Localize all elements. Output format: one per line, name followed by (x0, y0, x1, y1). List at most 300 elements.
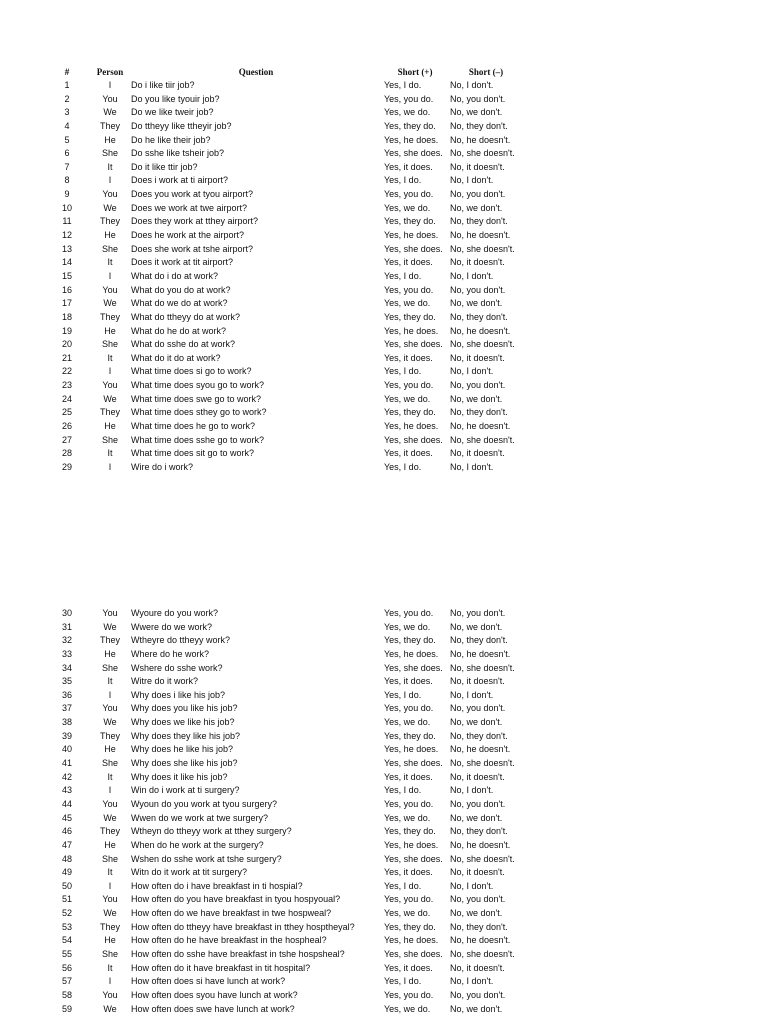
row-person: We (103, 393, 117, 404)
row-short-negative: No, you don't. (450, 380, 506, 391)
row-person: He (104, 230, 116, 241)
row-question: What do we do at work? (131, 298, 228, 309)
row-short-positive: Yes, we do. (384, 621, 431, 632)
table-row (0, 730, 768, 744)
row-short-negative: No, I don't. (450, 175, 494, 186)
row-short-negative: No, he doesn't. (450, 935, 511, 946)
row-short-negative: No, I don't. (450, 270, 494, 281)
row-short-positive: Yes, he does. (384, 134, 439, 145)
row-question: What time does he go to work? (131, 421, 256, 432)
row-short-negative: No, we don't. (450, 812, 503, 823)
row-number: 13 (61, 243, 72, 254)
row-short-negative: No, we don't. (450, 621, 503, 632)
row-number: 45 (61, 812, 72, 823)
table-row (0, 147, 768, 161)
row-question: What time does sthey go to work? (131, 407, 267, 418)
row-person: You (102, 989, 118, 1000)
row-question: Do we like tweir job? (131, 107, 214, 118)
table-row (0, 1003, 768, 1017)
row-question: Wire do i work? (131, 461, 194, 472)
row-number: 27 (61, 434, 72, 445)
row-person: I (108, 175, 112, 186)
row-short-positive: Yes, he does. (384, 421, 439, 432)
row-number: 48 (61, 853, 72, 864)
row-person: He (104, 421, 116, 432)
row-person: It (107, 771, 113, 782)
row-question: How often do he have breakfast in the hospheal? (131, 935, 327, 946)
row-question: What do i do at work? (131, 270, 219, 281)
header-question: Question (238, 67, 274, 77)
row-number: 24 (61, 393, 72, 404)
row-short-positive: Yes, she does. (384, 949, 443, 960)
row-person: It (107, 161, 113, 172)
row-short-positive: Yes, I do. (384, 270, 422, 281)
row-question: Does it work at tit airport? (131, 257, 234, 268)
row-question: Witre do it work? (131, 676, 199, 687)
row-question: How often do i have breakfast in ti hospial? (131, 880, 303, 891)
row-short-positive: Yes, they do. (384, 311, 436, 322)
row-number: 8 (64, 175, 70, 186)
row-person: I (108, 689, 112, 700)
row-number: 55 (61, 949, 72, 960)
row-person: You (102, 189, 118, 200)
table-row (0, 447, 768, 461)
row-short-positive: Yes, he does. (384, 744, 439, 755)
row-person: He (104, 839, 116, 850)
row-short-positive: Yes, we do. (384, 298, 431, 309)
row-question: Why does it like his job? (131, 771, 228, 782)
row-number: 32 (61, 635, 72, 646)
row-person: He (104, 325, 116, 336)
row-person: We (103, 812, 117, 823)
row-short-negative: No, we don't. (450, 107, 503, 118)
row-short-positive: Yes, I do. (384, 366, 422, 377)
row-question: Why does he like his job? (131, 744, 234, 755)
row-person: They (99, 120, 120, 131)
row-person: I (108, 880, 112, 891)
header-short-negative: Short (–) (468, 67, 504, 77)
row-question: What do you do at work? (131, 284, 231, 295)
question-table-1 (0, 79, 768, 475)
row-short-positive: Yes, you do. (384, 284, 434, 295)
table-row (0, 716, 768, 730)
row-question: How often does si have lunch at work? (131, 976, 286, 987)
table-row (0, 989, 768, 1003)
row-person: They (99, 826, 120, 837)
row-short-positive: Yes, she does. (384, 148, 443, 159)
table-row (0, 962, 768, 976)
row-short-negative: No, you don't. (450, 93, 506, 104)
table-row (0, 607, 768, 621)
row-short-negative: No, we don't. (450, 908, 503, 919)
row-question: Do you like tyouir job? (131, 93, 220, 104)
row-person: She (101, 949, 118, 960)
row-question: Why does i like his job? (131, 689, 226, 700)
table-row (0, 948, 768, 962)
row-question: Wtheyn do ttheyy work at tthey surgery? (131, 826, 292, 837)
row-person: They (99, 730, 120, 741)
row-number: 16 (61, 284, 72, 295)
row-short-negative: No, it doesn't. (450, 771, 505, 782)
row-question: Where do he work? (131, 648, 210, 659)
row-short-negative: No, she doesn't. (450, 434, 515, 445)
row-short-negative: No, I don't. (450, 689, 494, 700)
table-row (0, 215, 768, 229)
table-row (0, 461, 768, 475)
row-number: 56 (61, 962, 72, 973)
row-short-negative: No, they don't. (450, 826, 508, 837)
row-person: It (107, 962, 113, 973)
row-short-negative: No, we don't. (450, 717, 503, 728)
row-short-positive: Yes, they do. (384, 635, 436, 646)
row-question: Does they work at tthey airport? (131, 216, 259, 227)
row-short-negative: No, you don't. (450, 189, 506, 200)
row-short-positive: Yes, we do. (384, 908, 431, 919)
row-short-positive: Yes, he does. (384, 839, 439, 850)
table-row (0, 893, 768, 907)
row-short-negative: No, he doesn't. (450, 134, 511, 145)
row-number: 1 (64, 80, 70, 90)
row-short-negative: No, it doesn't. (450, 257, 505, 268)
table-row (0, 839, 768, 853)
row-question: Do sshe like tsheir job? (131, 148, 225, 159)
table-row (0, 256, 768, 270)
row-short-positive: Yes, you do. (384, 189, 434, 200)
row-question: Does he work at the airport? (131, 230, 245, 241)
row-person: You (102, 798, 118, 809)
row-short-positive: Yes, they do. (384, 826, 436, 837)
table-row (0, 866, 768, 880)
table-row (0, 812, 768, 826)
row-person: We (103, 202, 117, 213)
row-short-negative: No, she doesn't. (450, 148, 515, 159)
row-question: Wtheyre do ttheyy work? (131, 635, 231, 646)
row-short-negative: No, they don't. (450, 216, 508, 227)
row-number: 36 (61, 689, 72, 700)
row-number: 11 (62, 216, 72, 227)
row-short-negative: No, you don't. (450, 989, 506, 1000)
table-row (0, 406, 768, 420)
row-short-negative: No, it doesn't. (450, 448, 505, 459)
table-row (0, 975, 768, 989)
row-person: It (107, 676, 113, 687)
row-number: 19 (61, 325, 72, 336)
table-row (0, 689, 768, 703)
table-row (0, 106, 768, 120)
row-short-negative: No, she doesn't. (450, 949, 515, 960)
row-short-negative: No, she doesn't. (450, 758, 515, 769)
table-row (0, 365, 768, 379)
row-short-positive: Yes, I do. (384, 785, 422, 796)
table-row (0, 188, 768, 202)
row-short-negative: No, he doesn't. (450, 744, 511, 755)
row-number: 44 (61, 798, 72, 809)
row-question: What time does sit go to work? (131, 448, 255, 459)
row-short-negative: No, we don't. (450, 202, 503, 213)
row-short-negative: No, we don't. (450, 393, 503, 404)
row-number: 34 (61, 662, 72, 673)
row-question: Wyoure do you work? (131, 608, 218, 618)
row-short-positive: Yes, he does. (384, 325, 439, 336)
table-row (0, 934, 768, 948)
row-number: 6 (64, 148, 70, 159)
table-row (0, 202, 768, 216)
row-short-positive: Yes, they do. (384, 730, 436, 741)
row-question: Wwere do we work? (131, 621, 213, 632)
row-question: When do he work at the surgery? (131, 839, 264, 850)
table-row (0, 325, 768, 339)
row-question: Witn do it work at tit surgery? (131, 867, 248, 878)
row-short-positive: Yes, I do. (384, 80, 422, 90)
row-short-positive: Yes, it does. (384, 867, 433, 878)
row-short-negative: No, we don't. (450, 298, 503, 309)
row-question: How often do we have breakfast in twe hospweal? (131, 908, 332, 919)
table-row (0, 161, 768, 175)
row-short-positive: Yes, it does. (384, 771, 433, 782)
row-short-positive: Yes, they do. (384, 120, 436, 131)
row-short-positive: Yes, it does. (384, 962, 433, 973)
question-table-2 (0, 607, 768, 1016)
row-number: 12 (61, 230, 72, 241)
row-question: Wshen do sshe work at tshe surgery? (131, 853, 282, 864)
row-short-negative: No, it doesn't. (450, 352, 505, 363)
row-short-negative: No, you don't. (450, 608, 506, 618)
row-question: Do ttheyy like ttheyir job? (131, 120, 232, 131)
row-person: You (102, 608, 118, 618)
row-short-positive: Yes, they do. (384, 407, 436, 418)
row-question: What time does syou go to work? (131, 380, 265, 391)
row-short-negative: No, they don't. (450, 730, 508, 741)
row-question: How often does syou have lunch at work? (131, 989, 298, 1000)
row-person: She (101, 434, 118, 445)
row-question: Why does they like his job? (131, 730, 241, 741)
row-person: We (103, 717, 117, 728)
row-question: Why does you like his job? (131, 703, 238, 714)
table-row (0, 229, 768, 243)
row-number: 31 (61, 621, 72, 632)
row-number: 35 (61, 676, 72, 687)
table-row (0, 79, 768, 93)
row-question: What time does si go to work? (131, 366, 252, 377)
row-short-negative: No, he doesn't. (450, 648, 511, 659)
row-person: They (99, 921, 120, 932)
row-short-negative: No, we don't. (450, 1003, 503, 1014)
row-short-negative: No, it doesn't. (450, 867, 505, 878)
row-short-negative: No, it doesn't. (450, 676, 505, 687)
row-person: We (103, 298, 117, 309)
row-person: You (102, 284, 118, 295)
table-row (0, 648, 768, 662)
row-short-positive: Yes, we do. (384, 202, 431, 213)
row-short-positive: Yes, he does. (384, 648, 439, 659)
row-person: She (101, 662, 118, 673)
row-person: We (103, 908, 117, 919)
table-row (0, 921, 768, 935)
table-row (0, 743, 768, 757)
row-short-positive: Yes, she does. (384, 243, 443, 254)
table-row (0, 120, 768, 134)
row-number: 46 (61, 826, 72, 837)
row-short-negative: No, he doesn't. (450, 839, 511, 850)
row-person: You (102, 703, 118, 714)
row-short-positive: Yes, you do. (384, 93, 434, 104)
row-short-positive: Yes, you do. (384, 798, 434, 809)
table-row (0, 853, 768, 867)
row-short-positive: Yes, we do. (384, 107, 431, 118)
table-row (0, 634, 768, 648)
row-number: 26 (61, 421, 72, 432)
row-number: 51 (61, 894, 72, 905)
row-number: 49 (61, 867, 72, 878)
row-person: He (104, 648, 116, 659)
table-row (0, 270, 768, 284)
row-number: 23 (61, 380, 72, 391)
row-number: 4 (64, 120, 70, 131)
row-person: She (101, 758, 118, 769)
row-person: You (102, 380, 118, 391)
table-row (0, 393, 768, 407)
table-row (0, 338, 768, 352)
row-number: 58 (61, 989, 72, 1000)
row-number: 21 (61, 352, 72, 363)
row-number: 53 (61, 921, 72, 932)
row-short-positive: Yes, it does. (384, 676, 433, 687)
table-row (0, 880, 768, 894)
table-row (0, 420, 768, 434)
row-number: 57 (61, 976, 72, 987)
row-number: 54 (61, 935, 72, 946)
row-short-negative: No, I don't. (450, 80, 494, 90)
row-question: Do i like tiir job? (131, 80, 195, 90)
table-row (0, 379, 768, 393)
row-number: 15 (61, 270, 72, 281)
row-number: 25 (61, 407, 72, 418)
row-short-positive: Yes, he does. (384, 230, 439, 241)
table-row (0, 243, 768, 257)
table-row (0, 621, 768, 635)
row-number: 10 (61, 202, 72, 213)
row-question: How often does swe have lunch at work? (131, 1003, 295, 1014)
row-short-positive: Yes, they do. (384, 216, 436, 227)
header-short-positive: Short (+) (397, 67, 433, 77)
row-number: 5 (64, 134, 70, 145)
row-person: I (108, 80, 112, 90)
row-short-positive: Yes, she does. (384, 758, 443, 769)
row-question: Do it like ttir job? (131, 161, 198, 172)
row-person: It (107, 867, 113, 878)
row-short-positive: Yes, you do. (384, 608, 434, 618)
row-person: It (107, 352, 113, 363)
row-number: 42 (61, 771, 72, 782)
row-person: He (104, 744, 116, 755)
row-short-positive: Yes, it does. (384, 448, 433, 459)
row-short-positive: Yes, they do. (384, 921, 436, 932)
header-number: # (64, 67, 70, 77)
row-short-negative: No, they don't. (450, 311, 508, 322)
row-number: 7 (64, 161, 70, 172)
row-person: I (108, 785, 112, 796)
row-question: What do sshe do at work? (131, 339, 236, 350)
row-person: We (103, 107, 117, 118)
row-number: 40 (61, 744, 72, 755)
row-short-negative: No, she doesn't. (450, 853, 515, 864)
row-question: Why does she like his job? (131, 758, 238, 769)
row-short-negative: No, he doesn't. (450, 421, 511, 432)
row-short-positive: Yes, it does. (384, 257, 433, 268)
table-row (0, 798, 768, 812)
row-number: 43 (61, 785, 72, 796)
row-short-positive: Yes, you do. (384, 894, 434, 905)
table-row (0, 771, 768, 785)
row-person: They (99, 311, 120, 322)
row-short-positive: Yes, we do. (384, 717, 431, 728)
worksheet-page-1 (0, 66, 768, 475)
row-short-positive: Yes, I do. (384, 976, 422, 987)
row-short-positive: Yes, we do. (384, 812, 431, 823)
row-person: They (99, 407, 120, 418)
row-question: Wshere do sshe work? (131, 662, 223, 673)
table-row (0, 352, 768, 366)
row-short-negative: No, they don't. (450, 120, 508, 131)
header-person: Person (96, 67, 124, 77)
row-short-negative: No, they don't. (450, 635, 508, 646)
table-row (0, 675, 768, 689)
row-number: 14 (61, 257, 72, 268)
row-question: Does i work at ti airport? (131, 175, 229, 186)
row-person: It (107, 257, 113, 268)
row-person: I (108, 976, 112, 987)
row-person: I (108, 366, 112, 377)
row-question: What do it do at work? (131, 352, 221, 363)
row-short-positive: Yes, I do. (384, 689, 422, 700)
worksheet-page-2 (0, 607, 768, 1016)
row-short-positive: Yes, he does. (384, 935, 439, 946)
row-short-negative: No, it doesn't. (450, 962, 505, 973)
row-question: Win do i work at ti surgery? (131, 785, 240, 796)
row-question: Does you work at tyou airport? (131, 189, 254, 200)
row-number: 28 (61, 448, 72, 459)
row-question: How often do ttheyy have breakfast in tthey hosptheyal? (131, 921, 355, 932)
table-row (0, 434, 768, 448)
row-short-negative: No, she doesn't. (450, 243, 515, 254)
row-person: I (108, 461, 112, 472)
row-short-positive: Yes, I do. (384, 880, 422, 891)
row-question: Wyoun do you work at tyou surgery? (131, 798, 277, 809)
row-number: 2 (64, 93, 70, 104)
row-person: We (103, 1003, 117, 1014)
row-short-negative: No, I don't. (450, 366, 494, 377)
row-short-positive: Yes, it does. (384, 352, 433, 363)
table-row (0, 297, 768, 311)
row-short-positive: Yes, you do. (384, 989, 434, 1000)
table-row (0, 702, 768, 716)
row-number: 59 (61, 1003, 72, 1014)
row-short-negative: No, she doesn't. (450, 662, 515, 673)
row-person: He (104, 935, 116, 946)
row-person: She (101, 339, 118, 350)
row-number: 29 (61, 461, 72, 472)
row-number: 41 (61, 758, 72, 769)
table-row (0, 311, 768, 325)
table-header (0, 66, 768, 79)
row-question: Does we work at twe airport? (131, 202, 248, 213)
row-short-negative: No, I don't. (450, 976, 494, 987)
row-short-negative: No, you don't. (450, 703, 506, 714)
row-number: 39 (61, 730, 72, 741)
row-question: Wwen do we work at twe surgery? (131, 812, 269, 823)
row-short-negative: No, they don't. (450, 407, 508, 418)
row-question: What time does swe go to work? (131, 393, 262, 404)
